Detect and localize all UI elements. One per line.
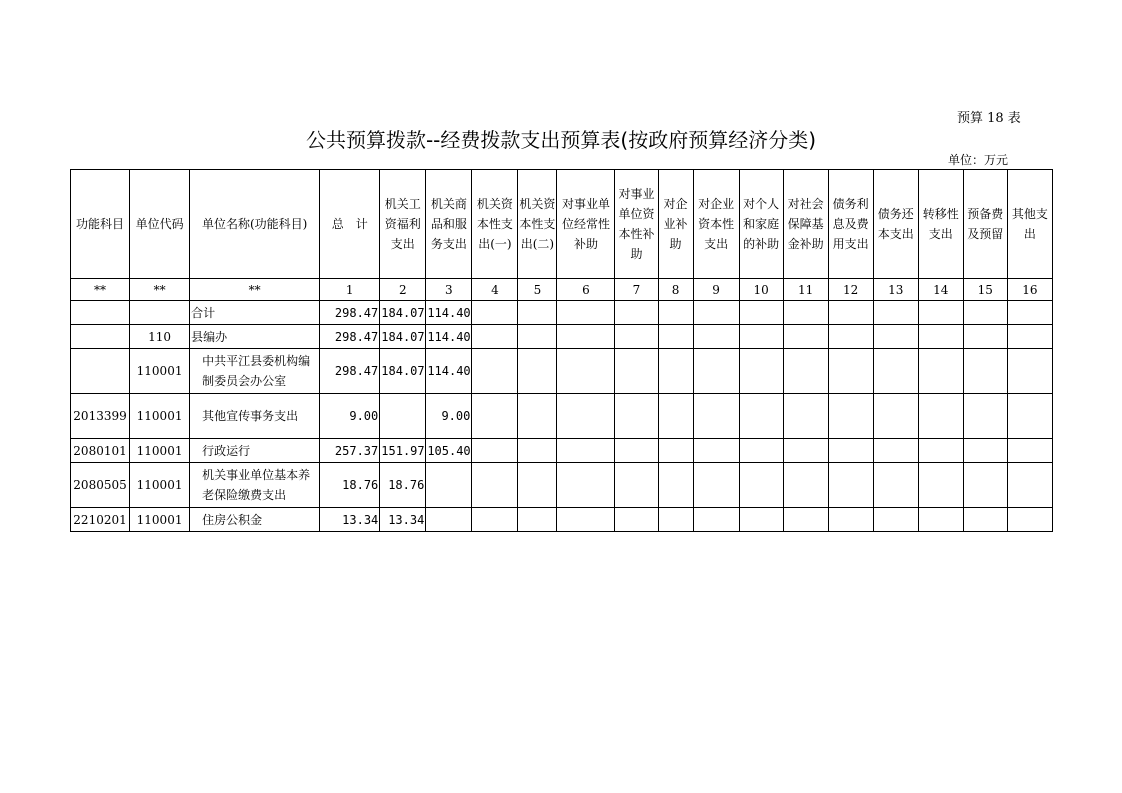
header-row: [71, 170, 1053, 279]
empty-cell: [615, 394, 658, 439]
table-row: [71, 463, 1053, 508]
empty-cell: [828, 349, 873, 394]
unit-name-cell: 行政运行: [190, 439, 320, 463]
goods-services-cell: 114.40: [426, 325, 472, 349]
total-cell: 18.76: [320, 463, 380, 508]
empty-cell: [557, 301, 615, 325]
empty-cell: [518, 463, 557, 508]
func-code-cell: [71, 301, 130, 325]
empty-cell: [873, 301, 918, 325]
unit-name-cell: 中共平江县委机构编制委员会办公室: [190, 349, 320, 394]
column-header: 债务利息及费用支出: [828, 170, 873, 279]
empty-cell: [963, 301, 1007, 325]
empty-cell: [783, 349, 828, 394]
empty-cell: [518, 301, 557, 325]
empty-cell: [615, 349, 658, 394]
index-row: [71, 279, 1053, 301]
empty-cell: [1007, 301, 1052, 325]
salary-welfare-cell: 184.07: [380, 325, 426, 349]
column-header: 对事业单位资本性补助: [615, 170, 658, 279]
empty-cell: [615, 439, 658, 463]
func-code-cell: 2210201: [71, 508, 130, 532]
column-header: 单位名称(功能科目): [190, 170, 320, 279]
column-index: 4: [472, 279, 518, 301]
empty-cell: [783, 394, 828, 439]
empty-cell: [693, 394, 739, 439]
column-header: 预备费及预留: [963, 170, 1007, 279]
column-index: **: [130, 279, 190, 301]
empty-cell: [557, 394, 615, 439]
column-index: 5: [518, 279, 557, 301]
empty-cell: [693, 301, 739, 325]
empty-cell: [918, 349, 963, 394]
unit-code-cell: 110001: [130, 463, 190, 508]
empty-cell: [472, 349, 518, 394]
salary-welfare-cell: [380, 394, 426, 439]
empty-cell: [739, 508, 783, 532]
empty-cell: [518, 394, 557, 439]
empty-cell: [739, 301, 783, 325]
unit-code-cell: 110001: [130, 508, 190, 532]
empty-cell: [472, 394, 518, 439]
column-index: 3: [426, 279, 472, 301]
column-header: 对事业单位经常性补助: [557, 170, 615, 279]
empty-cell: [658, 349, 693, 394]
table-row: [71, 349, 1053, 394]
empty-cell: [828, 463, 873, 508]
total-cell: 13.34: [320, 508, 380, 532]
column-index: 12: [828, 279, 873, 301]
empty-cell: [739, 439, 783, 463]
empty-cell: [615, 325, 658, 349]
column-index: 15: [963, 279, 1007, 301]
column-index: 14: [918, 279, 963, 301]
empty-cell: [1007, 349, 1052, 394]
column-header: 总 计: [320, 170, 380, 279]
salary-welfare-cell: 18.76: [380, 463, 426, 508]
empty-cell: [658, 508, 693, 532]
empty-cell: [1007, 439, 1052, 463]
total-cell: 9.00: [320, 394, 380, 439]
unit-code-cell: 110001: [130, 349, 190, 394]
total-cell: 298.47: [320, 301, 380, 325]
empty-cell: [873, 325, 918, 349]
empty-cell: [963, 439, 1007, 463]
column-header: 对企业资本性支出: [693, 170, 739, 279]
budget-table: [70, 169, 1053, 532]
column-index: 10: [739, 279, 783, 301]
unit-code-cell: 110001: [130, 394, 190, 439]
empty-cell: [472, 301, 518, 325]
empty-cell: [739, 463, 783, 508]
unit-name-cell: 其他宣传事务支出: [190, 394, 320, 439]
column-index: **: [71, 279, 130, 301]
empty-cell: [783, 301, 828, 325]
empty-cell: [658, 301, 693, 325]
total-cell: 257.37: [320, 439, 380, 463]
empty-cell: [472, 439, 518, 463]
empty-cell: [693, 349, 739, 394]
empty-cell: [693, 439, 739, 463]
func-code-cell: [71, 325, 130, 349]
empty-cell: [783, 439, 828, 463]
salary-welfare-cell: 151.97: [380, 439, 426, 463]
document-title: 公共预算拨款--经费拨款支出预算表(按政府预算经济分类): [305, 128, 817, 152]
empty-cell: [1007, 325, 1052, 349]
empty-cell: [693, 463, 739, 508]
empty-cell: [615, 301, 658, 325]
empty-cell: [658, 394, 693, 439]
unit-name-cell: 合计: [190, 301, 320, 325]
column-index: 7: [615, 279, 658, 301]
empty-cell: [963, 394, 1007, 439]
empty-cell: [693, 508, 739, 532]
goods-services-cell: 105.40: [426, 439, 472, 463]
empty-cell: [658, 325, 693, 349]
empty-cell: [557, 325, 615, 349]
empty-cell: [873, 439, 918, 463]
column-header: 机关工资福利支出: [380, 170, 426, 279]
empty-cell: [658, 463, 693, 508]
column-header: 其他支出: [1007, 170, 1052, 279]
column-header: 对社会保障基金补助: [783, 170, 828, 279]
empty-cell: [828, 394, 873, 439]
empty-cell: [739, 394, 783, 439]
unit-name-cell: 机关事业单位基本养老保险缴费支出: [190, 463, 320, 508]
table-row: [71, 439, 1053, 463]
empty-cell: [963, 463, 1007, 508]
table-row: [71, 508, 1053, 532]
salary-welfare-cell: 184.07: [380, 301, 426, 325]
empty-cell: [693, 325, 739, 349]
empty-cell: [739, 349, 783, 394]
empty-cell: [1007, 463, 1052, 508]
table-row: [71, 301, 1053, 325]
column-header: 机关资本性支出(一): [472, 170, 518, 279]
empty-cell: [828, 439, 873, 463]
empty-cell: [1007, 508, 1052, 532]
empty-cell: [518, 325, 557, 349]
unit-name-cell: 县编办: [190, 325, 320, 349]
column-index: 1: [320, 279, 380, 301]
column-index: 16: [1007, 279, 1052, 301]
empty-cell: [873, 394, 918, 439]
empty-cell: [963, 325, 1007, 349]
column-index: **: [190, 279, 320, 301]
empty-cell: [828, 508, 873, 532]
empty-cell: [472, 325, 518, 349]
empty-cell: [918, 394, 963, 439]
empty-cell: [828, 325, 873, 349]
empty-cell: [518, 439, 557, 463]
empty-cell: [873, 508, 918, 532]
column-header: 对企业补助: [658, 170, 693, 279]
column-header: 单位代码: [130, 170, 190, 279]
salary-welfare-cell: 184.07: [380, 349, 426, 394]
salary-welfare-cell: 13.34: [380, 508, 426, 532]
empty-cell: [615, 508, 658, 532]
func-code-cell: 2080101: [71, 439, 130, 463]
column-index: 2: [380, 279, 426, 301]
empty-cell: [918, 325, 963, 349]
column-index: 8: [658, 279, 693, 301]
empty-cell: [557, 508, 615, 532]
empty-cell: [615, 463, 658, 508]
total-cell: 298.47: [320, 349, 380, 394]
empty-cell: [557, 349, 615, 394]
func-code-cell: 2080505: [71, 463, 130, 508]
empty-cell: [557, 463, 615, 508]
column-index: 9: [693, 279, 739, 301]
column-header: 转移性支出: [918, 170, 963, 279]
empty-cell: [918, 301, 963, 325]
column-header: 机关商品和服务支出: [426, 170, 472, 279]
column-index: 11: [783, 279, 828, 301]
empty-cell: [918, 463, 963, 508]
table-row: [71, 325, 1053, 349]
empty-cell: [783, 325, 828, 349]
goods-services-cell: [426, 508, 472, 532]
goods-services-cell: [426, 463, 472, 508]
unit-code-cell: 110: [130, 325, 190, 349]
column-header: 机关资本性支出(二): [518, 170, 557, 279]
column-index: 6: [557, 279, 615, 301]
empty-cell: [739, 325, 783, 349]
table-number: 预算 18 表: [957, 111, 1021, 126]
empty-cell: [472, 508, 518, 532]
empty-cell: [918, 439, 963, 463]
column-header: 债务还本支出: [873, 170, 918, 279]
unit-code-cell: 110001: [130, 439, 190, 463]
column-index: 13: [873, 279, 918, 301]
empty-cell: [1007, 394, 1052, 439]
empty-cell: [783, 508, 828, 532]
empty-cell: [518, 508, 557, 532]
empty-cell: [658, 439, 693, 463]
column-header: 功能科目: [71, 170, 130, 279]
goods-services-cell: 114.40: [426, 349, 472, 394]
empty-cell: [963, 349, 1007, 394]
total-cell: 298.47: [320, 325, 380, 349]
table-row: [71, 394, 1053, 439]
unit-name-cell: 住房公积金: [190, 508, 320, 532]
func-code-cell: [71, 349, 130, 394]
empty-cell: [518, 349, 557, 394]
goods-services-cell: 9.00: [426, 394, 472, 439]
column-header: 对个人和家庭的补助: [739, 170, 783, 279]
func-code-cell: 2013399: [71, 394, 130, 439]
empty-cell: [472, 463, 518, 508]
unit-code-cell: [130, 301, 190, 325]
unit-label: 单位：万元: [948, 153, 1009, 167]
empty-cell: [963, 508, 1007, 532]
empty-cell: [873, 463, 918, 508]
empty-cell: [828, 301, 873, 325]
empty-cell: [557, 439, 615, 463]
goods-services-cell: 114.40: [426, 301, 472, 325]
empty-cell: [918, 508, 963, 532]
empty-cell: [783, 463, 828, 508]
empty-cell: [873, 349, 918, 394]
